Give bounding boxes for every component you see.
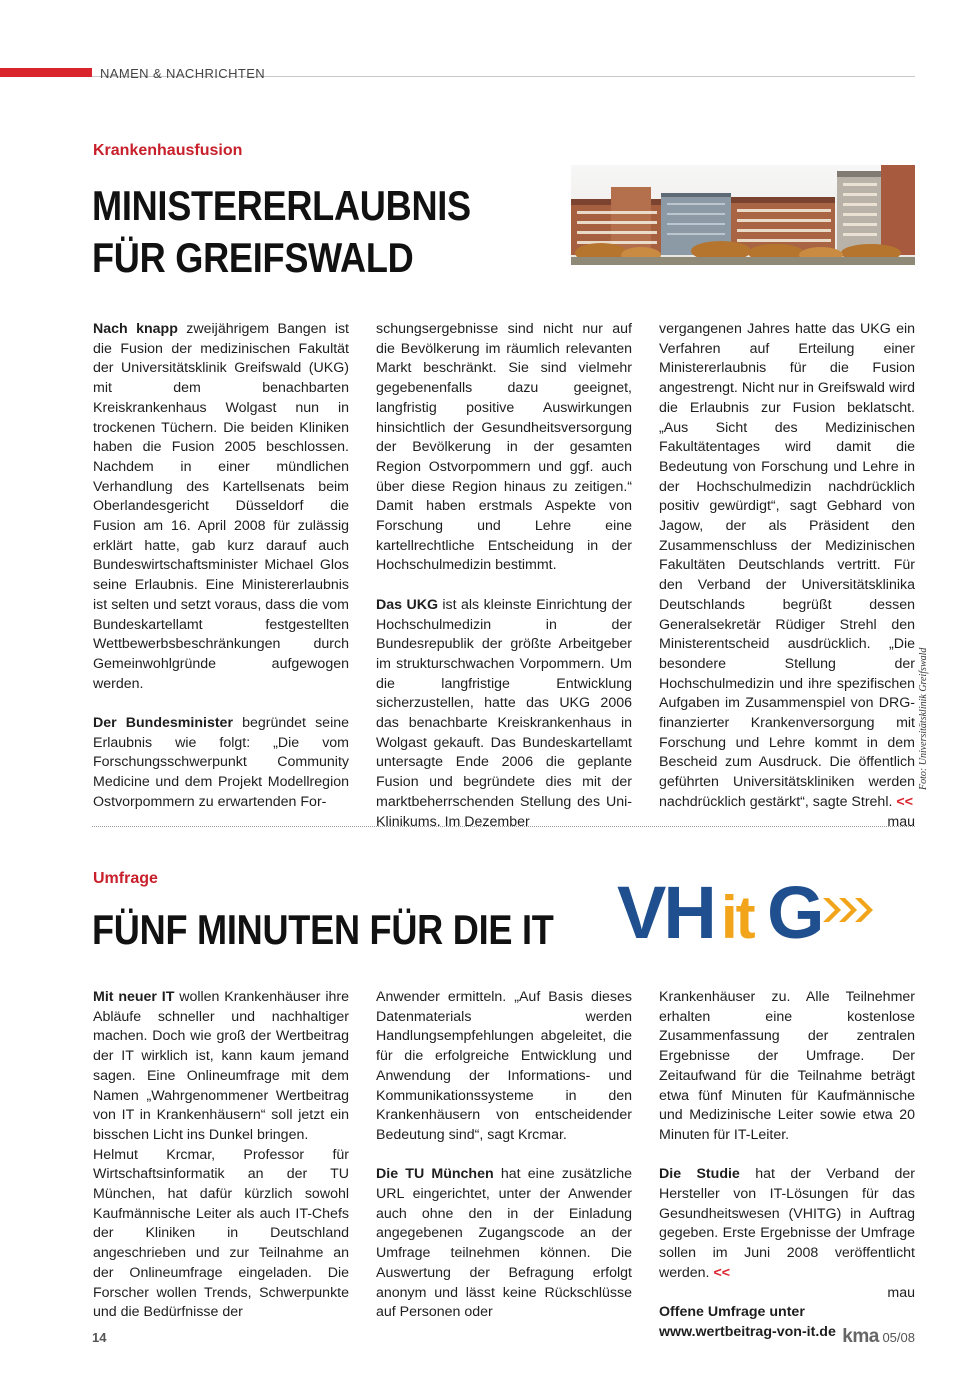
kma-logo: kma xyxy=(842,1326,879,1347)
article1-column-3 xyxy=(659,320,915,832)
body-text: begründet seine Erlaubnis wie folgt: „Die vom Forschungsschwerpunkt Community Medicine und dem Projekt Modellregion Ostvorpommern zu erwartenden For- xyxy=(93,715,349,810)
body-text: hat der Verband der Hersteller von IT-Lösungen für das Gesundheitswesen (VHITG) in Auftrag gegeben. Erste Ergebnisse der Umfrage sollen im Juni 2008 veröffentlicht werden. xyxy=(659,1166,915,1281)
lead-in: Mit neuer IT xyxy=(93,989,175,1005)
svg-text:it: it xyxy=(721,884,754,947)
section-accent-bar xyxy=(0,68,92,77)
lead-in: Das UKG xyxy=(376,596,438,613)
page-number: 14 xyxy=(92,1330,107,1345)
lead-in: Der Bundesminister xyxy=(93,715,233,732)
section-label: NAMEN & NACHRICHTEN xyxy=(100,66,266,81)
article2-kicker: Umfrage xyxy=(93,870,158,887)
author-signature: mau xyxy=(887,1284,915,1301)
body-text: Anwender ermitteln. „Auf Basis dieses Datenmaterials werden Handlungsempfehlungen abgeleitet, die für die erfolgreiche Entwicklung und Anwendung der Informations- und Kommunikationssysteme in den Krankenhäusern von entscheidender Bedeutung sind“, sagt Krcmar. xyxy=(376,989,632,1143)
paragraph xyxy=(93,320,349,694)
paragraph xyxy=(93,988,349,1146)
article1-column-2 xyxy=(376,320,632,832)
article1-column-1 xyxy=(93,320,349,813)
lead-in: Die TU München xyxy=(376,1166,494,1183)
lead-in: Nach knapp xyxy=(93,321,178,337)
paragraph xyxy=(376,320,632,576)
survey-cta-text: Offene Umfrage unter xyxy=(659,1304,805,1321)
body-text: Krankenhäuser zu. Alle Teilnehmer erhalten eine kostenlose Zusammenfassung der zentralen Ergebnisse der Umfrage. Der Zeitaufwand für die Teilnahme beträgt etwa fünf Minuten für Kaufmännische und Medizinische Leiter sowie etwa 20 Minuten für IT-Leiter. xyxy=(659,989,915,1143)
article2-column-1 xyxy=(93,988,349,1323)
author-signature: mau xyxy=(887,813,915,830)
issue-number: 05/08 xyxy=(882,1330,915,1345)
footer-brand xyxy=(842,1326,915,1348)
paragraph xyxy=(376,988,632,1146)
end-mark: << xyxy=(713,1264,731,1281)
photo-credit: Foto: Universitätsklinik Greifswald xyxy=(918,647,929,790)
article-divider xyxy=(92,826,915,827)
article1-headline-line2: FÜR GREIFSWALD xyxy=(92,234,414,281)
hospital-building-photo xyxy=(571,165,915,265)
svg-text:VH: VH xyxy=(617,872,714,947)
lead-in: Die Studie xyxy=(659,1166,740,1183)
paragraph: Helmut Krcmar, Professor für Wirtschaftsinformatik an der TU München, hat dafür kürzlich sowohl Kaufmännische Leiter als auch IT-Chefs der Kliniken in Deutschland angeschrieben und zur Teilnahme an der Onlineumfrage eingeladen. Die Forscher wollen Trends, Schwerpunkte und die Bedürfnisse der xyxy=(93,1146,349,1321)
paragraph xyxy=(376,596,632,832)
paragraph xyxy=(376,1165,632,1323)
vhitg-logo xyxy=(617,872,877,947)
article1-headline xyxy=(92,180,471,284)
paragraph xyxy=(659,1165,915,1283)
paragraph xyxy=(659,320,915,813)
body-text: vergangenen Jahres hatte das UKG ein Verfahren auf Erteilung einer Ministererlaubnis für die Fusion angestrengt. Nicht nur in Greifswald wird die Erlaubnis zur Fusion beklatscht. „Aus Sicht des Medizinischen Fakultätentages wird damit die Bedeutung von Forschung und Lehre in der Hochschulmedizin nachdrücklich positiv gewürdigt“, sagt Gebhard von Jagow, der als Präsident den Zusammenschluss der Medizinischen Fakultäten Deutschlands vertritt. Für den Verband der Universitätsklinika Deutschlands begrüßt dessen Generalsekretär Rüdiger Strehl den Ministerentscheid ausdrücklich. „Die besondere Stellung der Hochschulmedizin und ihre spezifischen Aufgaben im Zusammenspiel von DRG-finanzierter Krankenversorgung mit Forschung und Lehre kommt in dem Bescheid zum Ausdruck. Die öffentlich geführten Universitätskliniken werden nachdrücklich gestärkt“, sagte Strehl. xyxy=(659,321,915,810)
svg-text:G: G xyxy=(767,872,822,947)
article2-column-2 xyxy=(376,988,632,1323)
end-mark: << xyxy=(896,793,913,810)
body-text: schungsergebnisse sind nicht nur auf die Bevölkerung im räumlich relevanten Markt beschränkt. Sie sind vielmehr gegebenenfalls dazu geeignet, langfristig positive Auswirkungen hinsichtlich der Gesundheitsversorgung der Bevölkerung in der gesamten Region Ostvorpommern und ggf. auch über diese Region hinaus zu zeitigen.“ Damit haben erstmals Aspekte von Forschung und Lehre eine kartellrechtliche Entscheidung in der Hochschulmedizin bestimmt. xyxy=(376,321,632,574)
article1-headline-line1: MINISTERERLAUBNIS xyxy=(92,182,471,229)
survey-url-link[interactable]: www.wertbeitrag-von-it.de xyxy=(659,1323,836,1340)
paragraph xyxy=(93,714,349,813)
article2-headline: FÜNF MINUTEN FÜR DIE IT xyxy=(92,906,554,953)
article1-kicker: Krankenhausfusion xyxy=(93,142,243,159)
body-text: hat eine zusätzliche URL eingerichtet, unter der Anwender auch ohne den in der Einladung angegebenen Zugangscode an der Umfrage teilnehmen können. Die Auswertung der Befragung erfolgt anonym und lässt keine Rückschlüsse auf Personen oder xyxy=(376,1166,633,1321)
body-text: wollen Krankenhäuser ihre Abläufe schneller und nachhaltiger machen. Doch wie groß der Wertbeitrag der IT wirklich ist, kann kaum jemand sagen. Eine Onlineumfrage mit dem Namen „Wahrgenommener Wertbeitrag von IT in Krankenhäusern“ soll jetzt ein bisschen Licht ins Dunkel bringen. xyxy=(93,989,349,1143)
body-text: ist als kleinste Einrichtung der Hochschulmedizin in der Bundesrepublik der größte Arbeitgeber im strukturschwachen Vorpommern. Um die langfristige Entwicklung sicherzustellen, hatte das UKG 2006 das benachbarte Kreiskrankenhaus in Wolgast gekauft. Das Bundeskartellamt untersagte Ende 2006 die geplante Fusion und begründete dies mit der marktbeherrschenden Stellung des Uni-Klinikums. Im Dezember xyxy=(376,596,633,830)
body-text: zweijährigem Bangen ist die Fusion der medizinischen Fakultät der Universitätsklinik Greifswald (UKG) mit dem benachbarten Kreiskrankenhaus Wolgast nun in trockenen Tüchern. Die beiden Kliniken haben die Fusion 2005 beschlossen. Nachdem in einer mündlichen Verhandlung des Kartellsenats beim Oberlandesgericht Düsseldorf die Fusion am 16. April 2008 für zulässig erklärt hatte, gab kurz darauf auch Bundeswirtschaftsminister Michael Glos seine Erlaubnis. Eine Ministererlaubnis ist selten und setzt voraus, dass die vom Bundeskartellamt festgestellten Wettbewerbsbeschränkungen durch Gemeinwohlgründe aufgewogen werden. xyxy=(93,321,350,692)
article2-column-3 xyxy=(659,988,915,1343)
paragraph xyxy=(659,988,915,1146)
